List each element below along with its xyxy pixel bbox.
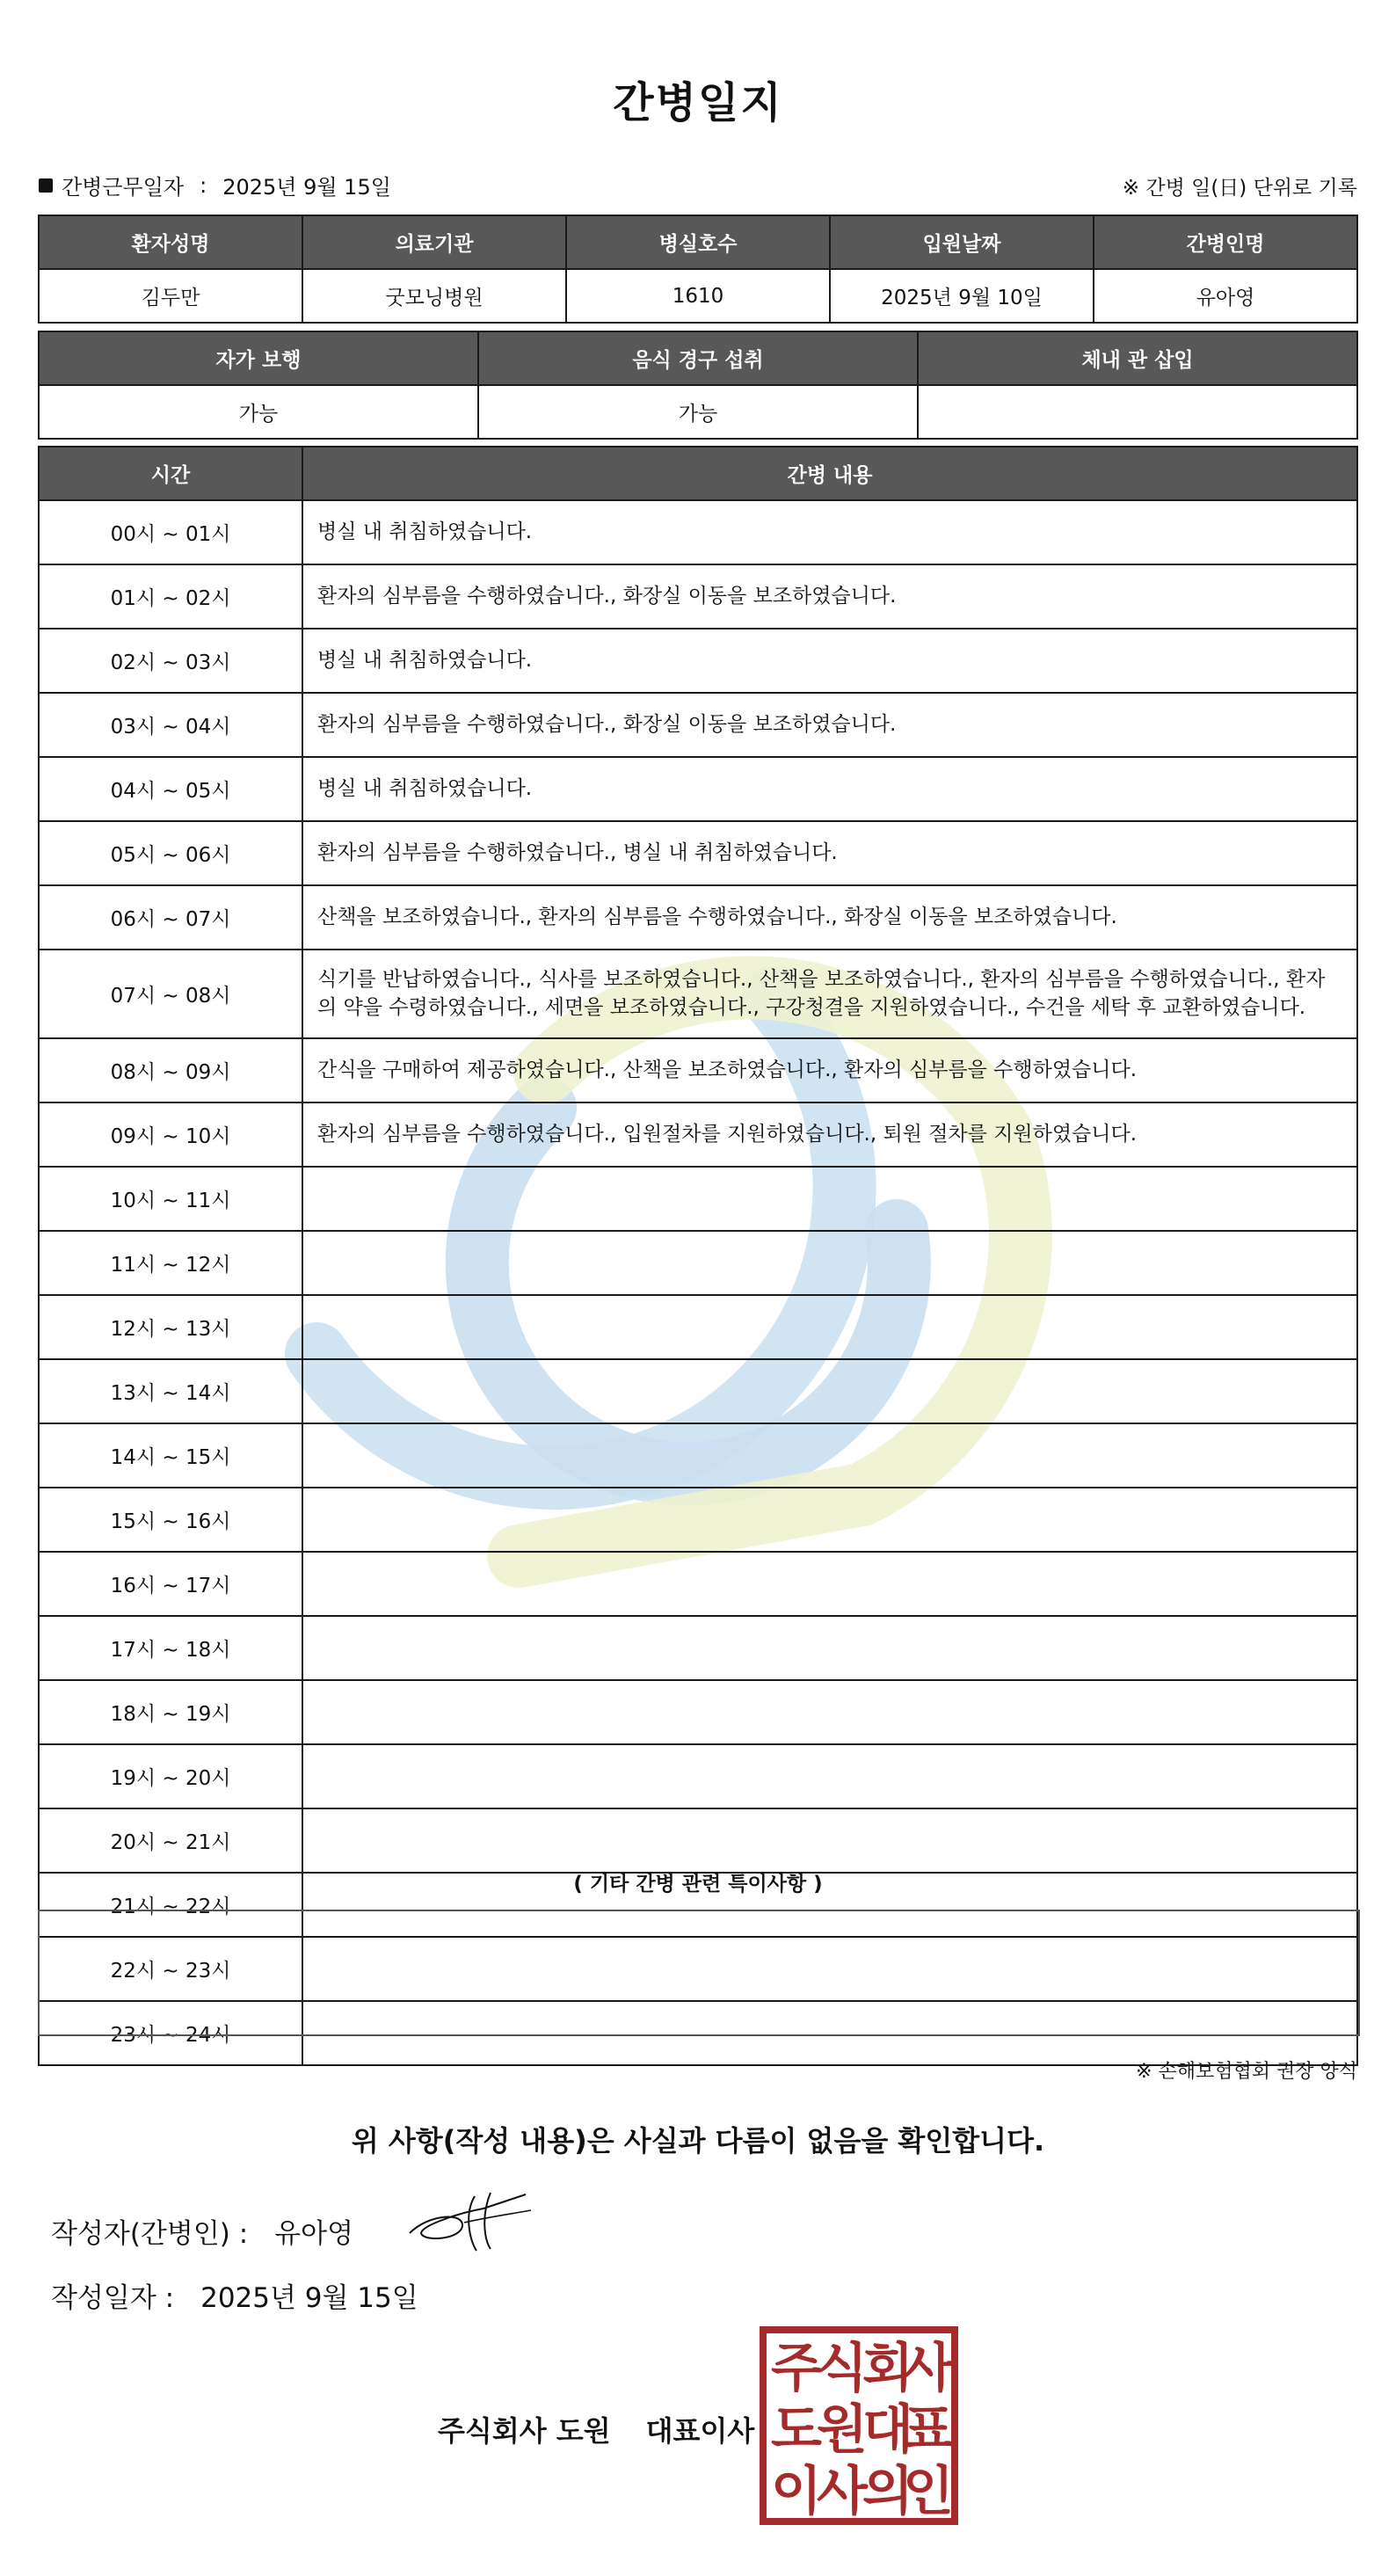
company-name: 주식회사 도원 bbox=[438, 2414, 611, 2448]
care-log-time: 23시 ~ 24시 bbox=[39, 2001, 302, 2065]
caregiver-name: 유아영 bbox=[1094, 269, 1357, 323]
care-log-time: 19시 ~ 20시 bbox=[39, 1744, 302, 1808]
svg-text:사: 사 bbox=[903, 2338, 954, 2399]
care-log-row bbox=[39, 693, 1357, 757]
care-log-table bbox=[38, 446, 1358, 2066]
patient-status-table bbox=[38, 331, 1358, 440]
care-log-row bbox=[39, 1808, 1357, 1873]
care-log-time: 22시 ~ 23시 bbox=[39, 1937, 302, 2001]
care-log-content: 병실 내 취침하였습니다. bbox=[302, 629, 1357, 693]
care-log-row bbox=[39, 1552, 1357, 1616]
care-log-content bbox=[302, 1488, 1357, 1552]
care-log-time: 17시 ~ 18시 bbox=[39, 1616, 302, 1680]
care-log-content: 환자의 심부름을 수행하였습니다., 화장실 이동을 보조하였습니다. bbox=[302, 693, 1357, 757]
header-admission-date: 입원날짜 bbox=[830, 215, 1094, 269]
care-log-row bbox=[39, 1295, 1357, 1359]
care-log-row bbox=[39, 1167, 1357, 1231]
header-caregiver-name: 간병인명 bbox=[1094, 215, 1357, 269]
oral-intake-status: 가능 bbox=[478, 385, 918, 439]
work-date bbox=[39, 170, 391, 200]
care-log-time: 05시 ~ 06시 bbox=[39, 821, 302, 885]
care-log-row bbox=[39, 1231, 1357, 1295]
care-log-row bbox=[39, 1616, 1357, 1680]
care-log-time: 12시 ~ 13시 bbox=[39, 1295, 302, 1359]
svg-text:주: 주 bbox=[771, 2338, 822, 2399]
care-log-row bbox=[39, 629, 1357, 693]
care-log-content bbox=[302, 1808, 1357, 1873]
header-care-content: 간병 내용 bbox=[302, 447, 1357, 500]
svg-text:표: 표 bbox=[903, 2399, 954, 2461]
notes-box bbox=[38, 1910, 1360, 2036]
care-log-time: 02시 ~ 03시 bbox=[39, 629, 302, 693]
care-log-time: 09시 ~ 10시 bbox=[39, 1102, 302, 1167]
care-log-row bbox=[39, 1488, 1357, 1552]
care-log-content: 식기를 반납하였습니다., 식사를 보조하였습니다., 산책을 보조하였습니다., 환자의 심부름을 수행하였습니다., 환자의 약을 수령하였습니다., 세면을 보조하였습니다., 구강청결을 지원하였습니다., 수건을 세탁 후 교환하였습니다. bbox=[302, 950, 1357, 1038]
patient-info-header-row bbox=[39, 215, 1357, 269]
header-hospital: 의료기관 bbox=[302, 215, 566, 269]
care-log-content: 환자의 심부름을 수행하였습니다., 입원절차를 지원하였습니다., 퇴원 절차를 지원하였습니다. bbox=[302, 1102, 1357, 1167]
write-date-label: 작성일자 : bbox=[51, 2282, 175, 2314]
svg-text:도: 도 bbox=[771, 2399, 822, 2461]
care-log-content: 병실 내 취침하였습니다. bbox=[302, 500, 1357, 564]
tube-insertion-status bbox=[918, 385, 1357, 439]
svg-text:식: 식 bbox=[817, 2338, 868, 2399]
hospital: 굿모닝병원 bbox=[302, 269, 566, 323]
svg-text:의: 의 bbox=[862, 2461, 913, 2522]
care-log-time: 20시 ~ 21시 bbox=[39, 1808, 302, 1873]
notes-label: ( 기타 간병 관련 특이사항 ) bbox=[573, 1873, 823, 1896]
care-log-content: 환자의 심부름을 수행하였습니다., 병실 내 취침하였습니다. bbox=[302, 821, 1357, 885]
care-log-row bbox=[39, 950, 1357, 1038]
work-date-separator: : bbox=[200, 172, 207, 198]
admission-date: 2025년 9월 10일 bbox=[830, 269, 1094, 323]
write-date-line bbox=[51, 2275, 418, 2315]
unit-note: ※ 간병 일(日) 단위로 기록 bbox=[1122, 177, 1357, 200]
care-log-content bbox=[302, 1231, 1357, 1295]
care-log-time: 07시 ~ 08시 bbox=[39, 950, 302, 1038]
care-log-row bbox=[39, 1102, 1357, 1167]
care-log-time: 13시 ~ 14시 bbox=[39, 1359, 302, 1423]
care-log-row bbox=[39, 757, 1357, 821]
care-log-content bbox=[302, 1744, 1357, 1808]
patient-status-value-row bbox=[39, 385, 1357, 439]
care-log-row bbox=[39, 564, 1357, 629]
patient-info-value-row bbox=[39, 269, 1357, 323]
care-log-time: 18시 ~ 19시 bbox=[39, 1680, 302, 1744]
care-log-time: 03시 ~ 04시 bbox=[39, 693, 302, 757]
care-log-content bbox=[302, 1552, 1357, 1616]
care-log-content bbox=[302, 1616, 1357, 1680]
care-log-content bbox=[302, 1680, 1357, 1744]
care-log-time: 14시 ~ 15시 bbox=[39, 1423, 302, 1488]
patient-status-header-row bbox=[39, 331, 1357, 385]
care-log-content bbox=[302, 1359, 1357, 1423]
care-log-time: 04시 ~ 05시 bbox=[39, 757, 302, 821]
care-log-row bbox=[39, 1038, 1357, 1102]
care-log-row bbox=[39, 1359, 1357, 1423]
header-walking: 자가 보행 bbox=[39, 331, 478, 385]
svg-text:대: 대 bbox=[862, 2399, 913, 2461]
care-log-content bbox=[302, 1295, 1357, 1359]
care-log-content: 환자의 심부름을 수행하였습니다., 화장실 이동을 보조하였습니다. bbox=[302, 564, 1357, 629]
care-log-time: 11시 ~ 12시 bbox=[39, 1231, 302, 1295]
patient-info-table bbox=[38, 215, 1358, 324]
care-log-time: 00시 ~ 01시 bbox=[39, 500, 302, 564]
header-room: 병실호수 bbox=[566, 215, 830, 269]
header-tube-insertion: 체내 관 삽입 bbox=[918, 331, 1357, 385]
bullet-square-icon bbox=[39, 178, 53, 193]
care-log-content bbox=[302, 1167, 1357, 1231]
header-oral-intake: 음식 경구 섭취 bbox=[478, 331, 918, 385]
care-log-time: 06시 ~ 07시 bbox=[39, 885, 302, 950]
walking-status: 가능 bbox=[39, 385, 478, 439]
confirmation-statement: 위 사항(작성 내용)은 사실과 다름이 없음을 확인합니다. bbox=[351, 2124, 1045, 2158]
representative-title: 대표이사 bbox=[645, 2414, 755, 2448]
company-seal-stamp bbox=[760, 2326, 958, 2525]
room-number: 1610 bbox=[566, 269, 830, 323]
page-title: 간병일지 bbox=[613, 78, 783, 127]
patient-name: 김두만 bbox=[39, 269, 302, 323]
svg-text:원: 원 bbox=[817, 2399, 868, 2461]
svg-text:회: 회 bbox=[862, 2338, 913, 2399]
writer-name: 유아영 bbox=[274, 2218, 354, 2250]
work-date-value: 2025년 9월 15일 bbox=[222, 175, 391, 200]
svg-text:이: 이 bbox=[771, 2461, 822, 2522]
care-log-content: 병실 내 취침하였습니다. bbox=[302, 757, 1357, 821]
care-log-header-row bbox=[39, 447, 1357, 500]
writer-line bbox=[51, 2211, 353, 2251]
writer-label: 작성자(간병인) : bbox=[51, 2218, 249, 2250]
header-time: 시간 bbox=[39, 447, 302, 500]
care-log-time: 15시 ~ 16시 bbox=[39, 1488, 302, 1552]
care-log-row bbox=[39, 885, 1357, 950]
care-log-row bbox=[39, 500, 1357, 564]
care-log-time: 08시 ~ 09시 bbox=[39, 1038, 302, 1102]
company-line bbox=[438, 2409, 754, 2449]
svg-text:사: 사 bbox=[817, 2461, 868, 2522]
care-log-content bbox=[302, 1423, 1357, 1488]
care-log-row bbox=[39, 1744, 1357, 1808]
care-log-content: 간식을 구매하여 제공하였습니다., 산책을 보조하였습니다., 환자의 심부름을 수행하였습니다. bbox=[302, 1038, 1357, 1102]
form-note: ※ 손해보험협회 권장 양식 bbox=[1136, 2061, 1357, 2083]
svg-text:인: 인 bbox=[903, 2461, 954, 2522]
care-log-row bbox=[39, 1423, 1357, 1488]
care-log-row bbox=[39, 1680, 1357, 1744]
work-date-label: 간병근무일자 bbox=[62, 175, 185, 200]
care-log-time: 21시 ~ 22시 bbox=[39, 1873, 302, 1937]
write-date-value: 2025년 9월 15일 bbox=[200, 2282, 418, 2314]
care-log-time: 10시 ~ 11시 bbox=[39, 1167, 302, 1231]
care-log-time: 01시 ~ 02시 bbox=[39, 564, 302, 629]
care-log-content: 산책을 보조하였습니다., 환자의 심부름을 수행하였습니다., 화장실 이동을 보조하였습니다. bbox=[302, 885, 1357, 950]
signature-image bbox=[403, 2187, 534, 2258]
care-log-time: 16시 ~ 17시 bbox=[39, 1552, 302, 1616]
care-log-row bbox=[39, 821, 1357, 885]
header-patient-name: 환자성명 bbox=[39, 215, 302, 269]
